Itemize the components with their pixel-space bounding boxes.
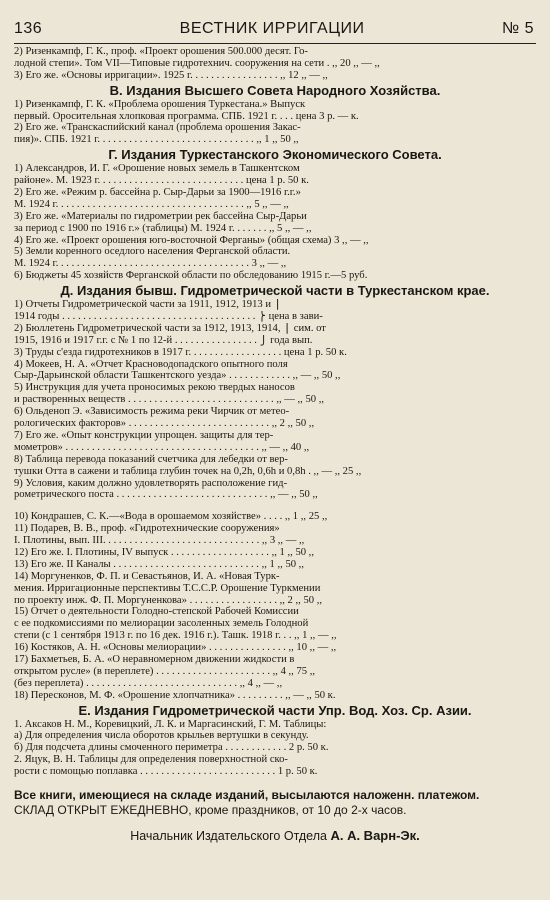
text-line: рометрического поста . . . . . . . . . . . . . . . . . . . . . . . . . . . . . ,, — ,, 50 ,, (14, 489, 318, 501)
page-header (14, 16, 534, 38)
text-line: М. 1924 г. . . . . . . . . . . . . . . . . . . . . . . . . . . . . . . . . . . . . 3 ,, — ,, (14, 258, 287, 270)
publication-list (14, 46, 536, 843)
text-line: б) Для подсчета длины смоченного периметра . . . . . . . . . . . . 2 р. 50 к. (14, 742, 329, 754)
spacer (14, 501, 536, 511)
text-line: 14) Моргуненков, Ф. П. и Севастьянов, И. А. «Новая Турк- (14, 570, 280, 582)
text-line: 1) Отчеты Гидрометрической части за 1911, 1912, 1913 и ⎫ (14, 299, 282, 311)
text-line: 2) Его же. «Транскаспийский канал (проблема орошения Закас- (14, 122, 301, 134)
text-line: 8) Таблица перевода показаний счетчика для лебедки от вер- (14, 453, 288, 465)
text-line: 1914 годы . . . . . . . . . . . . . . . . . . . . . . . . . . . . . . . . . . . . . ⎬ цена в зави- (14, 311, 323, 323)
block-g (14, 163, 536, 282)
text-line: 1) Ризенкампф, Г. К. «Проблема орошения Туркестана.» Выпуск (14, 98, 306, 110)
text-line: рологических факторов» . . . . . . . . . . . . . . . . . . . . . . . . . . . ,, 2 ,, 50 ,, (14, 418, 315, 430)
block-top (14, 46, 536, 82)
issue-number: № 5 (501, 20, 534, 37)
signature (14, 828, 536, 843)
text-line: за период с 1900 по 1916 г.» (таблицы) М. 1924 г. . . . . . . ,, 5 ,, — ,, (14, 222, 312, 234)
text-line: по проекту инж. Ф. П. Моргуненкова» . . . . . . . . . . . . . . . . . ,, 2 ,, 50 ,, (14, 594, 322, 606)
text-line: пия)». СПБ. 1921 г. . . . . . . . . . . . . . . . . . . . . . . . . . . . . . ,, 1 ,, 50 ,, (14, 134, 299, 146)
text-line: 5) Инструкция для учета проносимых рекою твердых наносов (14, 382, 295, 394)
hours-notice: СКЛАД ОТКРЫТ ЕЖЕДНЕВНО, кроме праздников, от 10 до 2-х часов. (14, 802, 407, 817)
text-line: 13) Его же. II Каналы . . . . . . . . . . . . . . . . . . . . . . . . . . . . ,, 1 ,, 50 ,, (14, 558, 304, 570)
section-heading-g: Г. Издания Туркестанского Экономического Совета. (108, 147, 442, 163)
text-line: 10) Кондрашев, С. К.—«Вода в орошаемом хозяйстве» . . . . ,, 1 ,, 25 ,, (14, 511, 328, 523)
text-line: тушки Отта в сажени и таблица глубин точек на 0,2h, 0,6h и 0,8h . ,, — ,, 25 ,, (14, 465, 362, 477)
text-line: М. 1924 г. . . . . . . . . . . . . . . . . . . . . . . . . . . . . . . . . . . . ,, 5 ,, — ,, (14, 198, 289, 210)
text-line: 4) Его же. «Проект орошения юго-восточной Ферганы» (общая схема) 3 ,, — ,, (14, 234, 369, 246)
text-line: 7) Его же. «Опыт конструкции упрощен. защиты для тер- (14, 429, 274, 441)
block-d (14, 299, 536, 501)
spacer (14, 778, 536, 788)
text-line: первый. Оросительная хлопковая программа. СПБ. 1921 г. . . . цена 3 р. — к. (14, 110, 359, 122)
section-heading-v: В. Издания Высшего Совета Народного Хозяйства. (109, 82, 441, 98)
section-heading-d: Д. Издания бывш. Гидрометрической части в Туркестанском крае. (60, 283, 490, 299)
cod-notice: Все книги, имеющиеся на складе изданий, высылаются наложенн. платежом. (14, 787, 480, 802)
text-line: 1) Александров, И. Г. «Орошение новых земель в Ташкентском (14, 163, 300, 175)
text-line: Сыр-Дарьинской области Ташкентского уезда» . . . . . . . . . . . . ,, — ,, 50 ,, (14, 370, 341, 382)
text-line: (без переплета) . . . . . . . . . . . . . . . . . . . . . . . . . . . . . ,, 4 ,, — ,, (14, 677, 283, 689)
text-line: 5) Земли коренного оседлого населения Ферганской области. (14, 246, 291, 258)
signature-name: А. А. Варн-Эк. (330, 827, 420, 843)
page-number: 136 (14, 20, 43, 37)
text-line: открытом русле» (в переплете) . . . . . . . . . . . . . . . . . . . . . . ,, 4 ,, 75 ,, (14, 665, 315, 677)
text-line: 1. Аксаков Н. М., Коревицкий, Л. К. и Маргасинский, Г. М. Таблицы: (14, 718, 327, 730)
block-d2 (14, 511, 536, 701)
journal-title: ВЕСТНИК ИРРИГАЦИИ (179, 20, 365, 37)
text-line: 18) Пересконов, М. Ф. «Орошение хлопчатника» . . . . . . . . . ,, — ,, 50 к. (14, 689, 336, 701)
text-line: степи (с 1 сентября 1913 г. по 16 дек. 1916 г.). Ташк. 1918 г. . . ,, 1 ,, — ,, (14, 630, 337, 642)
text-line: мометров» . . . . . . . . . . . . . . . . . . . . . . . . . . . . . . . . . . . . . ,, — ,, 40 ,, (14, 441, 310, 453)
text-line: 2) Бюллетень Гидрометрической части за 1912, 1913, 1914, ⎪ сим. от (14, 322, 326, 334)
text-line: 3) Его же. «Основы ирригации». 1925 г. . . . . . . . . . . . . . . . . ,, 12 ,, — ,, (14, 69, 328, 81)
text-line: I. Плотины, вып. III. . . . . . . . . . . . . . . . . . . . . . . . . . . . . . ,, 3 ,, — ,, (14, 535, 305, 547)
text-line: 17) Бахметьев, Б. А. «О неравномерном движении жидкости в (14, 653, 295, 665)
block-v (14, 99, 536, 147)
text-line: 16) Костяков, А. Н. «Основы мелиорации» . . . . . . . . . . . . . . . ,, 10 ,, — ,, (14, 642, 337, 654)
text-line: и растворенных веществ . . . . . . . . . . . . . . . . . . . . . . . . . . . . ,, — ,, 50 ,, (14, 394, 325, 406)
text-line: 15) Отчет о деятельности Голодно-степской Рабочей Комиссии (14, 606, 299, 618)
section-heading-e: Е. Издания Гидрометрической части Упр. Вод. Хоз. Ср. Азии. (78, 702, 472, 718)
text-line: 1915, 1916 и 1917 г.г. с № 1 по 12-й . . . . . . . . . . . . . . . . ⎭ года вып. (14, 334, 313, 346)
text-line: 2) Его же. «Режим р. бассейна р. Сыр-Дарьи за 1900—1916 г.г.» (14, 187, 301, 199)
text-line: лодной степи». Том VII—Типовые гидротехнич. сооружения на сети . ,, 20 ,, — ,, (14, 57, 380, 69)
text-line: а) Для определения числа оборотов крыльев вертушки в секунду. (14, 730, 309, 742)
text-line: 3) Труды с'езда гидротехников в 1917 г. . . . . . . . . . . . . . . . . . цена 1 р. 50 к. (14, 346, 347, 358)
text-line: 9) Условия, каким должно удовлетворять расположение гид- (14, 477, 288, 489)
text-line: 4) Мокеев, Н. А. «Отчет Красноводопадского опытного поля (14, 358, 288, 370)
text-line: рости с помощью поплавка . . . . . . . . . . . . . . . . . . . . . . . . . . 1 р. 50 к. (14, 766, 318, 778)
text-line: 3) Его же. «Материалы по гидрометрии рек бассейна Сыр-Дарьи (14, 210, 307, 222)
block-e (14, 719, 536, 778)
header-rule (14, 43, 536, 44)
text-line: с ее подкомиссиями по мелиорации засоленных земель Голодной (14, 618, 309, 630)
text-line: 6) Бюджеты 45 хозяйств Ферганской области по обследованию 1915 г.—5 руб. (14, 270, 368, 282)
text-line: 2) Ризенкампф, Г. К., проф. «Проект орошения 500.000 десят. Го- (14, 46, 308, 57)
signature-role: Начальник Издательского Отдела (130, 828, 327, 843)
text-line: мения. Ирригационные перспективы Т.С.С.Р. Орошение Туркмении (14, 582, 321, 594)
text-line: 2. Яцук, В. Н. Таблицы для определения поверхностной ско- (14, 754, 288, 766)
text-line: районе». М. 1923 г. . . . . . . . . . . . . . . . . . . . . . . . . . . . цена 1 р. 50 к. (14, 175, 309, 187)
text-line: 6) Ольденоп Э. «Зависимость режима реки Чирчик от метео- (14, 406, 290, 418)
text-line: 11) Подарев, В. В., проф. «Гидротехнические сооружения» (14, 523, 280, 535)
text-line: 12) Его же. I. Плотины, IV выпуск . . . . . . . . . . . . . . . . . . . ,, 1 ,, 50 ,, (14, 546, 314, 558)
